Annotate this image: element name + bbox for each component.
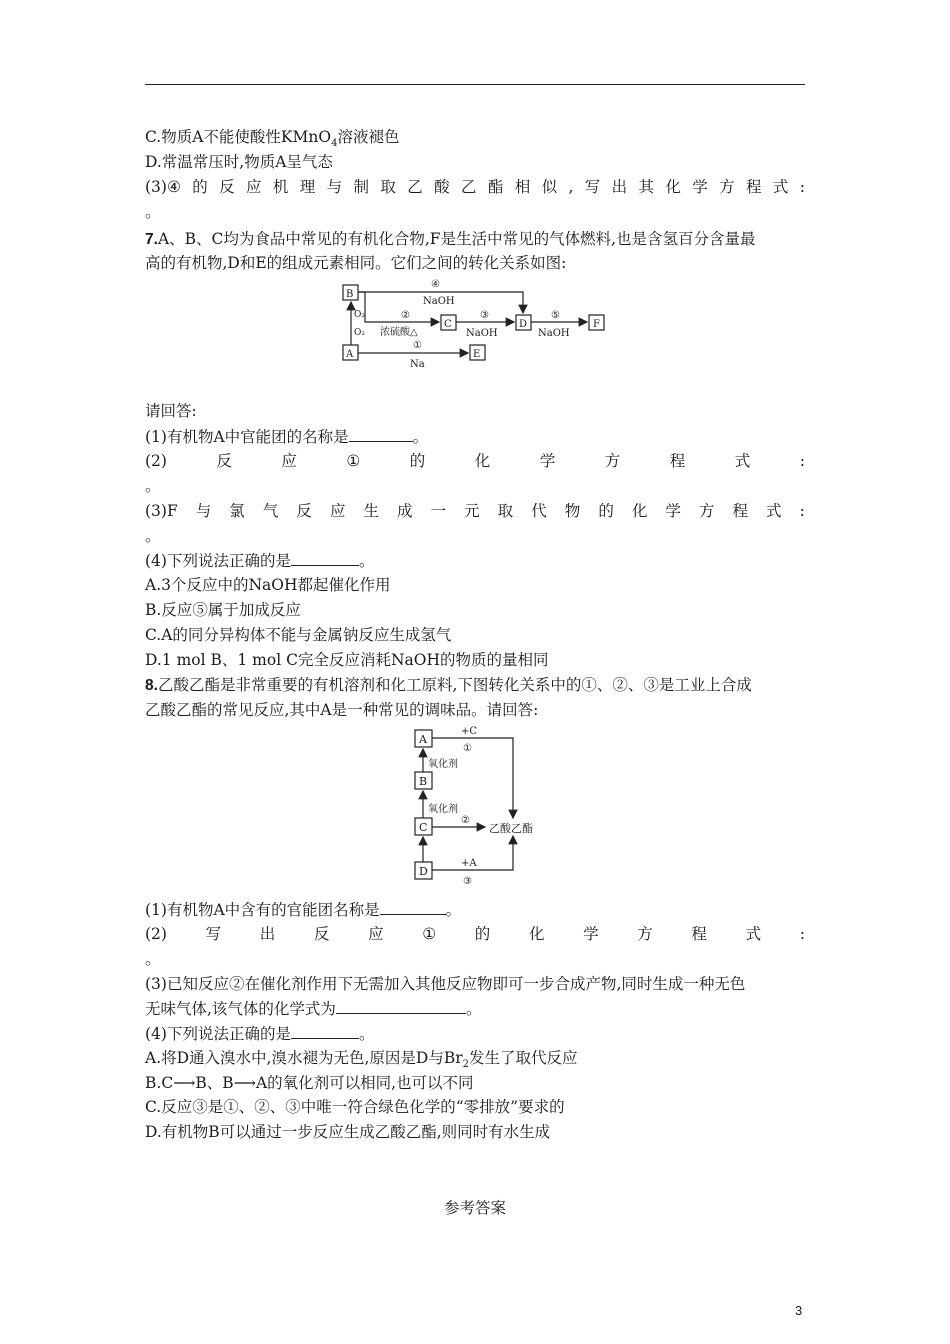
q8-sub3-line2: 无味气体,该气体的化学式为 。 bbox=[145, 1000, 482, 1018]
answer-blank[interactable] bbox=[291, 1023, 359, 1039]
arrow-icon: ⟶ bbox=[173, 1074, 196, 1092]
spread-char: 取 bbox=[380, 178, 396, 196]
q7-sub3 bbox=[145, 501, 805, 521]
spread-char: 应 bbox=[245, 178, 262, 196]
spread-char: 机 bbox=[272, 178, 289, 196]
spread-char: 程 bbox=[669, 452, 686, 470]
q8-option-c: C.反应③是①、②、③中唯一符合绿色化学的“零排放”要求的 bbox=[145, 1098, 565, 1116]
q7-option-a: A.3个反应中的NaOH都起催化作用 bbox=[145, 576, 391, 594]
spread-char: 制 bbox=[353, 178, 369, 196]
page-number: 3 bbox=[795, 1303, 803, 1318]
answer-blank[interactable] bbox=[349, 426, 413, 442]
spread-char: 物 bbox=[564, 502, 581, 520]
spread-char: 乙 bbox=[407, 178, 423, 196]
period: 。 bbox=[145, 477, 161, 495]
r1-label: ① bbox=[463, 743, 472, 754]
r1-reagent: Na bbox=[410, 359, 425, 370]
plus-c: +C bbox=[461, 726, 478, 737]
spread-char: (3)F bbox=[145, 502, 178, 520]
period: 。 bbox=[145, 203, 161, 221]
plus-a: +A bbox=[461, 858, 477, 869]
r5-reagent: NaOH bbox=[538, 328, 570, 339]
spread-char: 写 bbox=[584, 178, 601, 196]
r1-num: ① bbox=[413, 340, 422, 351]
q8-sub4: (4)下列说法正确的是 。 bbox=[145, 1025, 375, 1043]
node-a-label: A bbox=[346, 349, 354, 360]
spread-char: 写 bbox=[205, 925, 222, 943]
oxidant-bottom: 氧化剂 bbox=[428, 804, 458, 815]
q8-sub3-line1: (3)已知反应②在催化剂作用下无需加入其他反应物即可一步合成产物,同时生成一种无色 bbox=[145, 975, 746, 993]
spread-char: 乙 bbox=[460, 178, 477, 196]
q7-sub2 bbox=[145, 451, 805, 471]
q8-option-b: B.C⟶B、B⟶A的氧化剂可以相同,也可以不同 bbox=[145, 1074, 474, 1092]
spread-char: 取 bbox=[497, 502, 514, 520]
spread-char: 一 bbox=[430, 502, 447, 520]
spread-char: 方 bbox=[698, 502, 715, 520]
spread-char: , bbox=[568, 178, 574, 196]
spread-char: 酯 bbox=[487, 178, 504, 196]
spread-char: 反 bbox=[219, 178, 235, 196]
spread-char: 应 bbox=[329, 502, 346, 520]
r3-num: ③ bbox=[480, 310, 489, 321]
spread-char: 学 bbox=[539, 452, 556, 470]
spread-char: 相 bbox=[514, 178, 531, 196]
spread-char: 式 bbox=[745, 925, 762, 943]
spread-char: 程 bbox=[746, 178, 762, 196]
spread-char: 出 bbox=[259, 925, 276, 943]
spread-char: 与 bbox=[195, 502, 212, 520]
q7-prompt: 请回答: bbox=[145, 402, 197, 420]
spread-char: 出 bbox=[611, 178, 628, 196]
spread-char: 的 bbox=[409, 452, 426, 470]
spread-char: 气 bbox=[262, 502, 279, 520]
node-e-label: E bbox=[473, 349, 481, 360]
r4-num: ④ bbox=[431, 279, 440, 290]
q8-sub1: (1)有机物A中含有的官能团名称是 。 bbox=[145, 901, 462, 919]
r2-label: ② bbox=[461, 815, 470, 826]
spread-char: 理 bbox=[299, 178, 316, 196]
node-d-label: D bbox=[419, 865, 428, 878]
spread-char: 代 bbox=[531, 502, 547, 520]
period: 。 bbox=[145, 950, 161, 968]
spread-char: 元 bbox=[464, 502, 480, 520]
product-label: 乙酸乙酯 bbox=[489, 822, 533, 835]
spread-char: (3)④ bbox=[145, 178, 181, 196]
spread-char: 反 bbox=[216, 452, 232, 470]
spread-char: 的 bbox=[192, 178, 208, 196]
spread-char: 化 bbox=[528, 925, 545, 943]
q7-option-b: B.反应⑤属于加成反应 bbox=[145, 601, 301, 619]
q8-diagram bbox=[405, 722, 555, 890]
spread-char: : bbox=[799, 925, 805, 943]
q7-stem-line1: 7.A、B、C均为食品中常见的有机化合物,F是生活中常见的气体燃料,也是含氢百分含量最 bbox=[145, 230, 756, 248]
spread-char: 应 bbox=[281, 452, 297, 470]
node-b-label: B bbox=[346, 289, 354, 300]
spread-char: 应 bbox=[368, 925, 384, 943]
q6-option-c: C.物质A不能使酸性KMnO$_4$溶液褪色 bbox=[145, 128, 400, 150]
spread-char: 与 bbox=[326, 178, 343, 196]
header-rule bbox=[145, 84, 805, 85]
q7-diagram bbox=[335, 275, 625, 375]
spread-char: ① bbox=[346, 452, 361, 470]
spread-char: : bbox=[799, 502, 805, 520]
spread-char: 方 bbox=[637, 925, 653, 943]
period: 。 bbox=[145, 527, 161, 545]
spread-char: 式 bbox=[766, 502, 782, 520]
answer-blank[interactable] bbox=[291, 550, 359, 566]
q7-option-c: C.A的同分异构体不能与金属钠反应生成氢气 bbox=[145, 626, 452, 644]
r2-reagent: 浓硫酸△ bbox=[380, 327, 418, 338]
r4-reagent: NaOH bbox=[423, 296, 455, 307]
oxidant-top: 氧化剂 bbox=[428, 759, 458, 770]
answer-blank[interactable] bbox=[336, 998, 466, 1014]
q7-option-d: D.1 mol B、1 mol C完全反应消耗NaOH的物质的量相同 bbox=[145, 651, 549, 669]
o2-bottom: O₂ bbox=[354, 328, 365, 338]
spread-char: 化 bbox=[474, 452, 491, 470]
spread-char: 生 bbox=[363, 502, 379, 520]
spread-char: : bbox=[799, 178, 805, 196]
q8-option-a: A.将D通入溴水中,溴水褪为无色,原因是D与$Br_2$发生了取代反应 bbox=[145, 1049, 578, 1071]
r2-num: ② bbox=[401, 310, 410, 321]
spread-char: 化 bbox=[665, 178, 681, 196]
spread-char: 反 bbox=[313, 925, 330, 943]
spread-char: 化 bbox=[631, 502, 648, 520]
r3-label: ③ bbox=[463, 876, 472, 887]
spread-char: 方 bbox=[604, 452, 621, 470]
answer-blank[interactable] bbox=[380, 899, 446, 915]
spread-char: 的 bbox=[474, 925, 491, 943]
q8-stem-line2: 乙酸乙酯的常见反应,其中A是一种常见的调味品。请回答: bbox=[145, 701, 539, 719]
spread-char: 成 bbox=[397, 502, 413, 520]
q8-stem-line1: 8.乙酸乙酯是非常重要的有机溶剂和化工原料,下图转化关系中的①、②、③是工业上合成 bbox=[145, 676, 752, 694]
q8-sub2 bbox=[145, 924, 805, 944]
node-a-label: A bbox=[419, 733, 427, 746]
node-d-label: D bbox=[519, 319, 528, 330]
r5-num: ⑤ bbox=[551, 310, 560, 321]
spread-char: 的 bbox=[598, 502, 614, 520]
spread-char: 其 bbox=[638, 178, 655, 196]
spread-char: 学 bbox=[583, 925, 599, 943]
spread-char: 式 bbox=[734, 452, 751, 470]
node-b-label: B bbox=[419, 775, 428, 788]
spread-char: 酸 bbox=[434, 178, 450, 196]
spread-char: : bbox=[799, 452, 805, 470]
spread-char: 似 bbox=[541, 178, 558, 196]
node-c-label: C bbox=[444, 319, 452, 330]
spread-char: 式 bbox=[772, 178, 789, 196]
q7-stem-line2: 高的有机物,D和E的组成元素相同。它们之间的转化关系如图: bbox=[145, 254, 567, 272]
q8-option-d: D.有机物B可以通过一步反应生成乙酸乙酯,则同时有水生成 bbox=[145, 1123, 551, 1141]
spread-char: 反 bbox=[296, 502, 312, 520]
q6-sub3 bbox=[145, 177, 805, 197]
node-f-label: F bbox=[593, 319, 600, 330]
spread-char: 学 bbox=[665, 502, 681, 520]
node-c-label: C bbox=[419, 821, 428, 834]
q7-sub1: (1)有机物A中官能团的名称是 。 bbox=[145, 428, 429, 446]
arrow-icon: ⟶ bbox=[233, 1074, 256, 1092]
spread-char: 氯 bbox=[229, 502, 245, 520]
spread-char: 学 bbox=[692, 178, 708, 196]
spread-char: 程 bbox=[732, 502, 749, 520]
answers-title: 参考答案 bbox=[443, 1199, 506, 1217]
spread-char: 程 bbox=[691, 925, 707, 943]
r3-reagent: NaOH bbox=[466, 328, 498, 339]
spread-char: ① bbox=[422, 925, 437, 943]
q6-option-d: D.常温常压时,物质A呈气态 bbox=[145, 153, 333, 171]
q7-sub4: (4)下列说法正确的是 。 bbox=[145, 552, 375, 570]
spread-char: 方 bbox=[719, 178, 735, 196]
spread-char: (2) bbox=[145, 452, 167, 470]
spread-char: (2) bbox=[145, 925, 167, 943]
o2-top: O₂ bbox=[354, 310, 365, 320]
